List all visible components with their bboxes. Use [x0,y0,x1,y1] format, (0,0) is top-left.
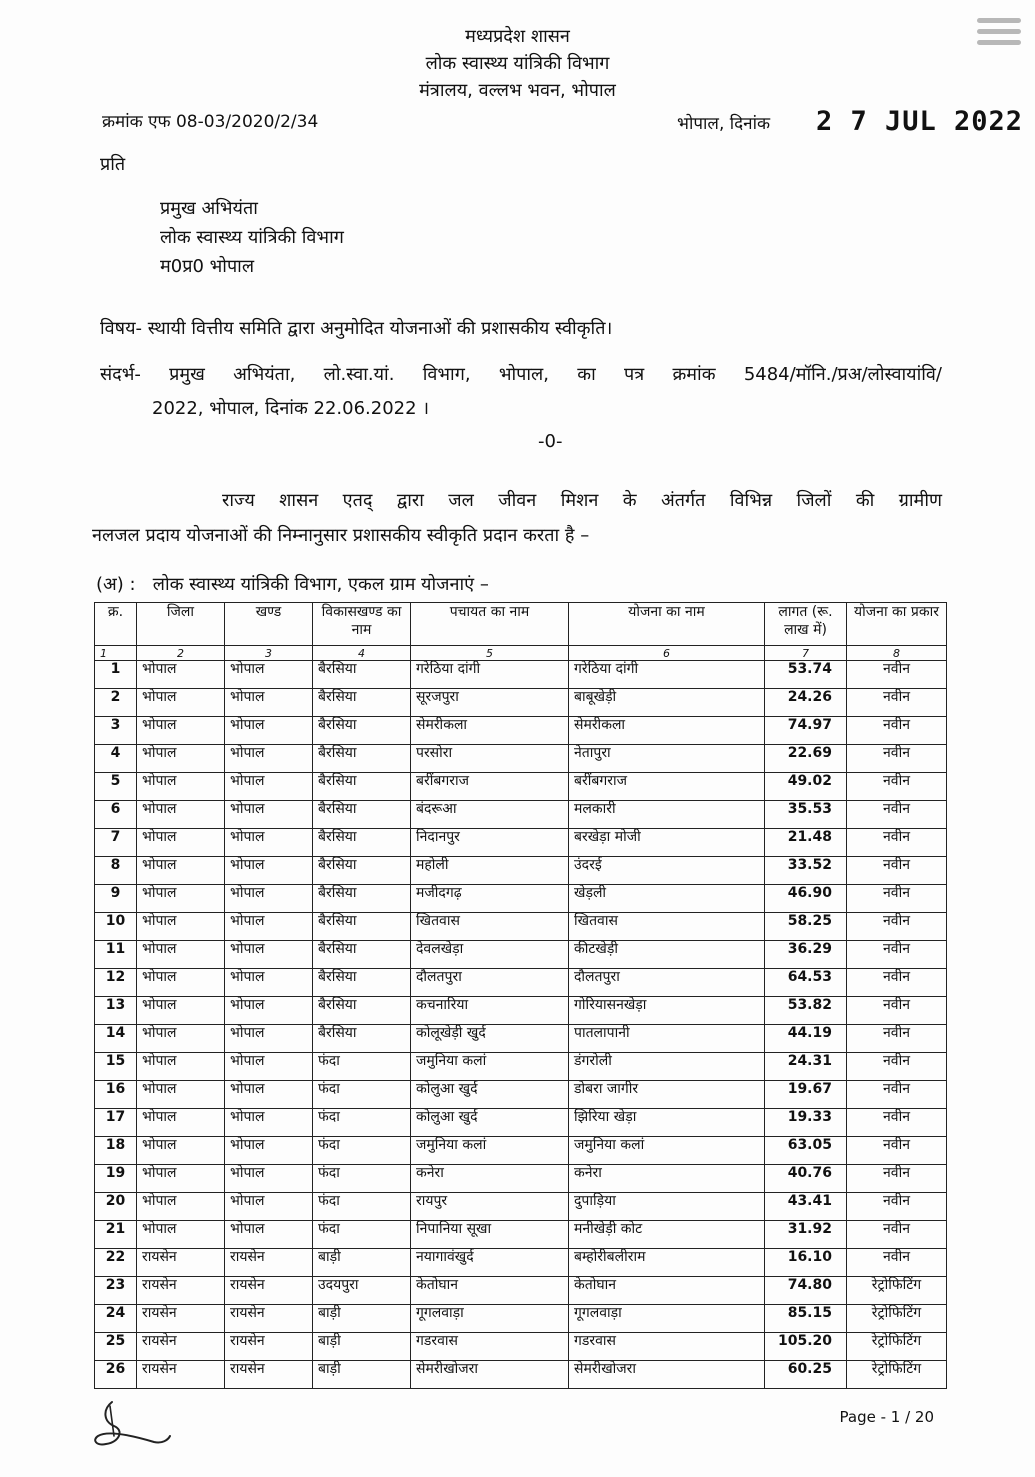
cell-district: भोपाल [137,857,225,885]
cell-serial: 6 [95,801,137,829]
index-cell: 2 [137,646,225,661]
cell-serial: 10 [95,913,137,941]
cell-scheme: दुपाड़िया [569,1193,765,1221]
table-row [95,717,947,745]
cell-division: रायसेन [225,1361,313,1389]
cell-panchayat: बरींबगराज [411,773,569,801]
cell-block: फंदा [313,1081,411,1109]
cell-cost: 19.67 [765,1081,847,1109]
cell-district: भोपाल [137,661,225,689]
table-row [95,857,947,885]
cell-division: रायसेन [225,1277,313,1305]
cell-district: भोपाल [137,1165,225,1193]
cell-cost: 24.31 [765,1053,847,1081]
col-header-cost: लागत (रू. लाख में) [765,603,847,646]
cell-district: भोपाल [137,1025,225,1053]
cell-serial: 21 [95,1221,137,1249]
cell-block: बाड़ी [313,1305,411,1333]
table-row [95,1305,947,1333]
cell-panchayat: सेमरीकला [411,717,569,745]
cell-scheme: पातलापानी [569,1025,765,1053]
cell-division: भोपाल [225,941,313,969]
cell-serial: 16 [95,1081,137,1109]
cell-type: नवीन [847,913,947,941]
cell-serial: 9 [95,885,137,913]
cell-panchayat: मजीदगढ़ [411,885,569,913]
cell-cost: 43.41 [765,1193,847,1221]
cell-block: बाड़ी [313,1333,411,1361]
cell-panchayat: गरेठिया दांगी [411,661,569,689]
cell-serial: 7 [95,829,137,857]
table-row [95,1221,947,1249]
cell-division: भोपाल [225,801,313,829]
cell-block: बाड़ी [313,1361,411,1389]
cell-serial: 17 [95,1109,137,1137]
cell-panchayat: कोलुआ खुर्द [411,1109,569,1137]
reference-line-2: 2022, भोपाल, दिनांक 22.06.2022 । [152,398,430,419]
cell-division: भोपाल [225,1193,313,1221]
cell-type: नवीन [847,773,947,801]
cell-district: भोपाल [137,717,225,745]
cell-division: रायसेन [225,1249,313,1277]
cell-scheme: खेड़ली [569,885,765,913]
cell-type: नवीन [847,1081,947,1109]
cell-type: नवीन [847,717,947,745]
col-header-scheme: योजना का नाम [569,603,765,646]
cell-division: भोपाल [225,1053,313,1081]
cell-district: भोपाल [137,997,225,1025]
cell-block: फंदा [313,1053,411,1081]
cell-scheme: बरखेड़ा मोजी [569,829,765,857]
table-row [95,1277,947,1305]
recipient-line-1: प्रमुख अभियंता [160,198,258,219]
cell-district: रायसेन [137,1249,225,1277]
cell-cost: 74.97 [765,717,847,745]
table-row [95,885,947,913]
cell-type: नवीन [847,941,947,969]
cell-type: नवीन [847,661,947,689]
table-row [95,1193,947,1221]
cell-district: भोपाल [137,1053,225,1081]
cell-division: भोपाल [225,857,313,885]
cell-district: भोपाल [137,941,225,969]
cell-cost: 44.19 [765,1025,847,1053]
cell-serial: 15 [95,1053,137,1081]
cell-type: नवीन [847,689,947,717]
table-row [95,1361,947,1389]
cell-panchayat: निदानपुर [411,829,569,857]
index-cell: 7 [765,646,847,661]
cell-panchayat: गूगलवाड़ा [411,1305,569,1333]
cell-district: भोपाल [137,829,225,857]
cell-serial: 1 [95,661,137,689]
table-row [95,1165,947,1193]
cell-division: भोपाल [225,717,313,745]
cell-scheme: गडरवास [569,1333,765,1361]
cell-scheme: मनीखेड़ी कोट [569,1221,765,1249]
cell-type: नवीन [847,1193,947,1221]
table-index-row [95,646,947,661]
cell-cost: 16.10 [765,1249,847,1277]
cell-block: बैरसिया [313,969,411,997]
signature-icon [84,1396,174,1456]
cell-scheme: डोबरा जागीर [569,1081,765,1109]
cell-block: बैरसिया [313,913,411,941]
cell-district: रायसेन [137,1277,225,1305]
cell-type: रेट्रोफिटिंग [847,1333,947,1361]
recipient-line-3: म0प्र0 भोपाल [160,256,255,277]
table-row [95,969,947,997]
cell-panchayat: जमुनिया कलां [411,1137,569,1165]
cell-cost: 46.90 [765,885,847,913]
index-cell: 1 [95,646,137,661]
cell-block: फंदा [313,1193,411,1221]
to-label: प्रति [100,154,126,175]
cell-cost: 19.33 [765,1109,847,1137]
table-row [95,661,947,689]
schemes-table [94,602,947,1389]
table-row [95,745,947,773]
cell-district: रायसेन [137,1333,225,1361]
cell-cost: 85.15 [765,1305,847,1333]
cell-panchayat: जमुनिया कलां [411,1053,569,1081]
cell-panchayat: बंदरूआ [411,801,569,829]
cell-panchayat: केतोघान [411,1277,569,1305]
table-row [95,829,947,857]
cell-block: बैरसिया [313,661,411,689]
cell-type: नवीन [847,969,947,997]
cell-type: नवीन [847,885,947,913]
table-row [95,801,947,829]
page-number: Page - 1 / 20 [839,1408,934,1426]
cell-division: भोपाल [225,689,313,717]
cell-scheme: नेतापुरा [569,745,765,773]
cell-type: नवीन [847,801,947,829]
cell-serial: 13 [95,997,137,1025]
cell-type: नवीन [847,745,947,773]
cell-cost: 64.53 [765,969,847,997]
subject-line: विषय- स्थायी वित्तीय समिति द्वारा अनुमोदित योजनाओं की प्रशासकीय स्वीकृति। [100,318,613,339]
cell-panchayat: परसोरा [411,745,569,773]
table-row [95,1081,947,1109]
reference-line-1: संदर्भ- प्रमुख अभियंता, लो.स्वा.यां. विभाग, भोपाल, का पत्र क्रमांक 5484/मॉनि./प्रअ/लोस्वायांवि/ [100,364,942,385]
cell-type: नवीन [847,1221,947,1249]
cell-cost: 49.02 [765,773,847,801]
cell-type: रेट्रोफिटिंग [847,1361,947,1389]
cell-serial: 22 [95,1249,137,1277]
cell-scheme: गोरियासनखेड़ा [569,997,765,1025]
cell-block: बैरसिया [313,829,411,857]
table-row [95,997,947,1025]
cell-scheme: बरींबगराज [569,773,765,801]
cell-panchayat: कचनारिया [411,997,569,1025]
cell-scheme: खितवास [569,913,765,941]
cell-cost: 24.26 [765,689,847,717]
cell-type: नवीन [847,1025,947,1053]
index-cell: 3 [225,646,313,661]
index-cell: 8 [847,646,947,661]
cell-scheme: गूगलवाड़ा [569,1305,765,1333]
cell-block: बैरसिया [313,997,411,1025]
cell-district: भोपाल [137,1109,225,1137]
cell-block: बैरसिया [313,801,411,829]
body-line-2: नलजल प्रदाय योजनाओं की निम्नानुसार प्रशासकीय स्वीकृति प्रदान करता है – [92,525,590,546]
cell-division: भोपाल [225,661,313,689]
cell-scheme: सेमरीखोजरा [569,1361,765,1389]
cell-panchayat: सेमरीखोजरा [411,1361,569,1389]
cell-cost: 36.29 [765,941,847,969]
table-row [95,1109,947,1137]
cell-serial: 4 [95,745,137,773]
cell-serial: 11 [95,941,137,969]
cell-district: भोपाल [137,1221,225,1249]
cell-scheme: झिरिया खेड़ा [569,1109,765,1137]
cell-panchayat: निपानिया सूखा [411,1221,569,1249]
cell-serial: 8 [95,857,137,885]
cell-cost: 40.76 [765,1165,847,1193]
cell-division: भोपाल [225,997,313,1025]
cell-type: रेट्रोफिटिंग [847,1277,947,1305]
cell-serial: 3 [95,717,137,745]
cell-serial: 18 [95,1137,137,1165]
cell-panchayat: गडरवास [411,1333,569,1361]
cell-type: नवीन [847,1137,947,1165]
index-cell: 5 [411,646,569,661]
table-row [95,773,947,801]
cell-panchayat: कनेरा [411,1165,569,1193]
cell-district: भोपाल [137,773,225,801]
table-row [95,913,947,941]
cell-division: भोपाल [225,1081,313,1109]
cell-block: बैरसिया [313,689,411,717]
cell-division: भोपाल [225,969,313,997]
cell-type: नवीन [847,1165,947,1193]
cell-division: भोपाल [225,1165,313,1193]
table-header-row [95,603,947,646]
date-stamp: 2 7 JUL 2022 [816,106,1024,137]
body-line-1: राज्य शासन एतद् द्वारा जल जीवन मिशन के अंतर्गत विभिन्न जिलों की ग्रामीण [222,490,942,511]
cell-district: भोपाल [137,1193,225,1221]
col-header-block: विकासखण्ड का नाम [313,603,411,646]
cell-type: नवीन [847,997,947,1025]
cell-serial: 19 [95,1165,137,1193]
cell-cost: 60.25 [765,1361,847,1389]
col-header-division: खण्ड [225,603,313,646]
cell-district: भोपाल [137,689,225,717]
cell-block: बैरसिया [313,1025,411,1053]
cell-block: फंदा [313,1221,411,1249]
cell-scheme: उंदरई [569,857,765,885]
cell-cost: 22.69 [765,745,847,773]
cell-division: भोपाल [225,885,313,913]
cell-serial: 20 [95,1193,137,1221]
cell-scheme: मलकारी [569,801,765,829]
table-row [95,1333,947,1361]
cell-district: रायसेन [137,1305,225,1333]
cell-panchayat: कोलूखेड़ी खुर्द [411,1025,569,1053]
cell-district: भोपाल [137,913,225,941]
col-header-serial: क्र. [95,603,137,646]
recipient-line-2: लोक स्वास्थ्य यांत्रिकी विभाग [160,227,344,248]
cell-type: नवीन [847,1249,947,1277]
table-row [95,1053,947,1081]
cell-district: भोपाल [137,1137,225,1165]
cell-block: बैरसिया [313,857,411,885]
cell-serial: 2 [95,689,137,717]
table-row [95,1025,947,1053]
cell-cost: 63.05 [765,1137,847,1165]
cell-scheme: डंगरोली [569,1053,765,1081]
cell-block: बैरसिया [313,885,411,913]
cell-type: नवीन [847,1053,947,1081]
cell-division: भोपाल [225,773,313,801]
section-title: (अ) : लोक स्वास्थ्य यांत्रिकी विभाग, एकल ग्राम योजनाएं – [96,574,489,595]
table-row [95,689,947,717]
cell-district: भोपाल [137,1081,225,1109]
cell-division: रायसेन [225,1333,313,1361]
cell-district: भोपाल [137,745,225,773]
cell-cost: 58.25 [765,913,847,941]
cell-panchayat: खितवास [411,913,569,941]
cell-district: भोपाल [137,885,225,913]
cell-serial: 12 [95,969,137,997]
cell-block: फंदा [313,1165,411,1193]
cell-cost: 53.74 [765,661,847,689]
cell-block: फंदा [313,1137,411,1165]
cell-cost: 33.52 [765,857,847,885]
cell-cost: 31.92 [765,1221,847,1249]
cell-serial: 26 [95,1361,137,1389]
cell-cost: 53.82 [765,997,847,1025]
table-row [95,1249,947,1277]
cell-block: फंदा [313,1109,411,1137]
cell-panchayat: नयागावंखुर्द [411,1249,569,1277]
cell-panchayat: रायपुर [411,1193,569,1221]
col-header-district: जिला [137,603,225,646]
cell-district: भोपाल [137,969,225,997]
cell-division: भोपाल [225,1221,313,1249]
cell-division: भोपाल [225,913,313,941]
cell-serial: 24 [95,1305,137,1333]
cell-scheme: बाबूखेड़ी [569,689,765,717]
cell-block: बैरसिया [313,745,411,773]
index-cell: 4 [313,646,411,661]
cell-cost: 74.80 [765,1277,847,1305]
cell-district: रायसेन [137,1361,225,1389]
cell-panchayat: देवलखेड़ा [411,941,569,969]
cell-division: भोपाल [225,1025,313,1053]
cell-panchayat: सूरजपुरा [411,689,569,717]
cell-district: भोपाल [137,801,225,829]
date-prefix: भोपाल, दिनांक [677,114,771,134]
cell-serial: 5 [95,773,137,801]
cell-scheme: सेमरीकला [569,717,765,745]
cell-block: बाड़ी [313,1249,411,1277]
cell-serial: 14 [95,1025,137,1053]
cell-type: नवीन [847,829,947,857]
cell-type: नवीन [847,857,947,885]
cell-type: नवीन [847,1109,947,1137]
cell-serial: 25 [95,1333,137,1361]
cell-scheme: गरेठिया दांगी [569,661,765,689]
cell-block: बैरसिया [313,773,411,801]
cell-division: भोपाल [225,745,313,773]
cell-block: बैरसिया [313,717,411,745]
reference-number: क्रमांक एफ 08-03/2020/2/34 [102,112,319,132]
cell-scheme: दौलतपुरा [569,969,765,997]
header-line-1: मध्यप्रदेश शासन [465,26,570,47]
cell-block: उदयपुरा [313,1277,411,1305]
cell-scheme: बम्होरीबलीराम [569,1249,765,1277]
cell-division: भोपाल [225,1137,313,1165]
col-header-panchayat: पचायत का नाम [411,603,569,646]
col-header-type: योजना का प्रकार [847,603,947,646]
cell-scheme: कनेरा [569,1165,765,1193]
cell-panchayat: कोलुआ खुर्द [411,1081,569,1109]
cell-panchayat: दौलतपुरा [411,969,569,997]
index-cell: 6 [569,646,765,661]
header-line-2: लोक स्वास्थ्य यांत्रिकी विभाग [425,53,610,74]
separator: -0- [538,431,563,452]
cell-type: रेट्रोफिटिंग [847,1305,947,1333]
cell-scheme: केतोघान [569,1277,765,1305]
cell-division: रायसेन [225,1305,313,1333]
cell-panchayat: महोली [411,857,569,885]
cell-cost: 105.20 [765,1333,847,1361]
header-line-3: मंत्रालय, वल्लभ भवन, भोपाल [419,80,616,101]
cell-serial: 23 [95,1277,137,1305]
cell-cost: 35.53 [765,801,847,829]
cell-cost: 21.48 [765,829,847,857]
cell-division: भोपाल [225,829,313,857]
cell-block: बैरसिया [313,941,411,969]
table-row [95,1137,947,1165]
table-row [95,941,947,969]
cell-scheme: जमुनिया कलां [569,1137,765,1165]
cell-scheme: कीटखेड़ी [569,941,765,969]
cell-division: भोपाल [225,1109,313,1137]
